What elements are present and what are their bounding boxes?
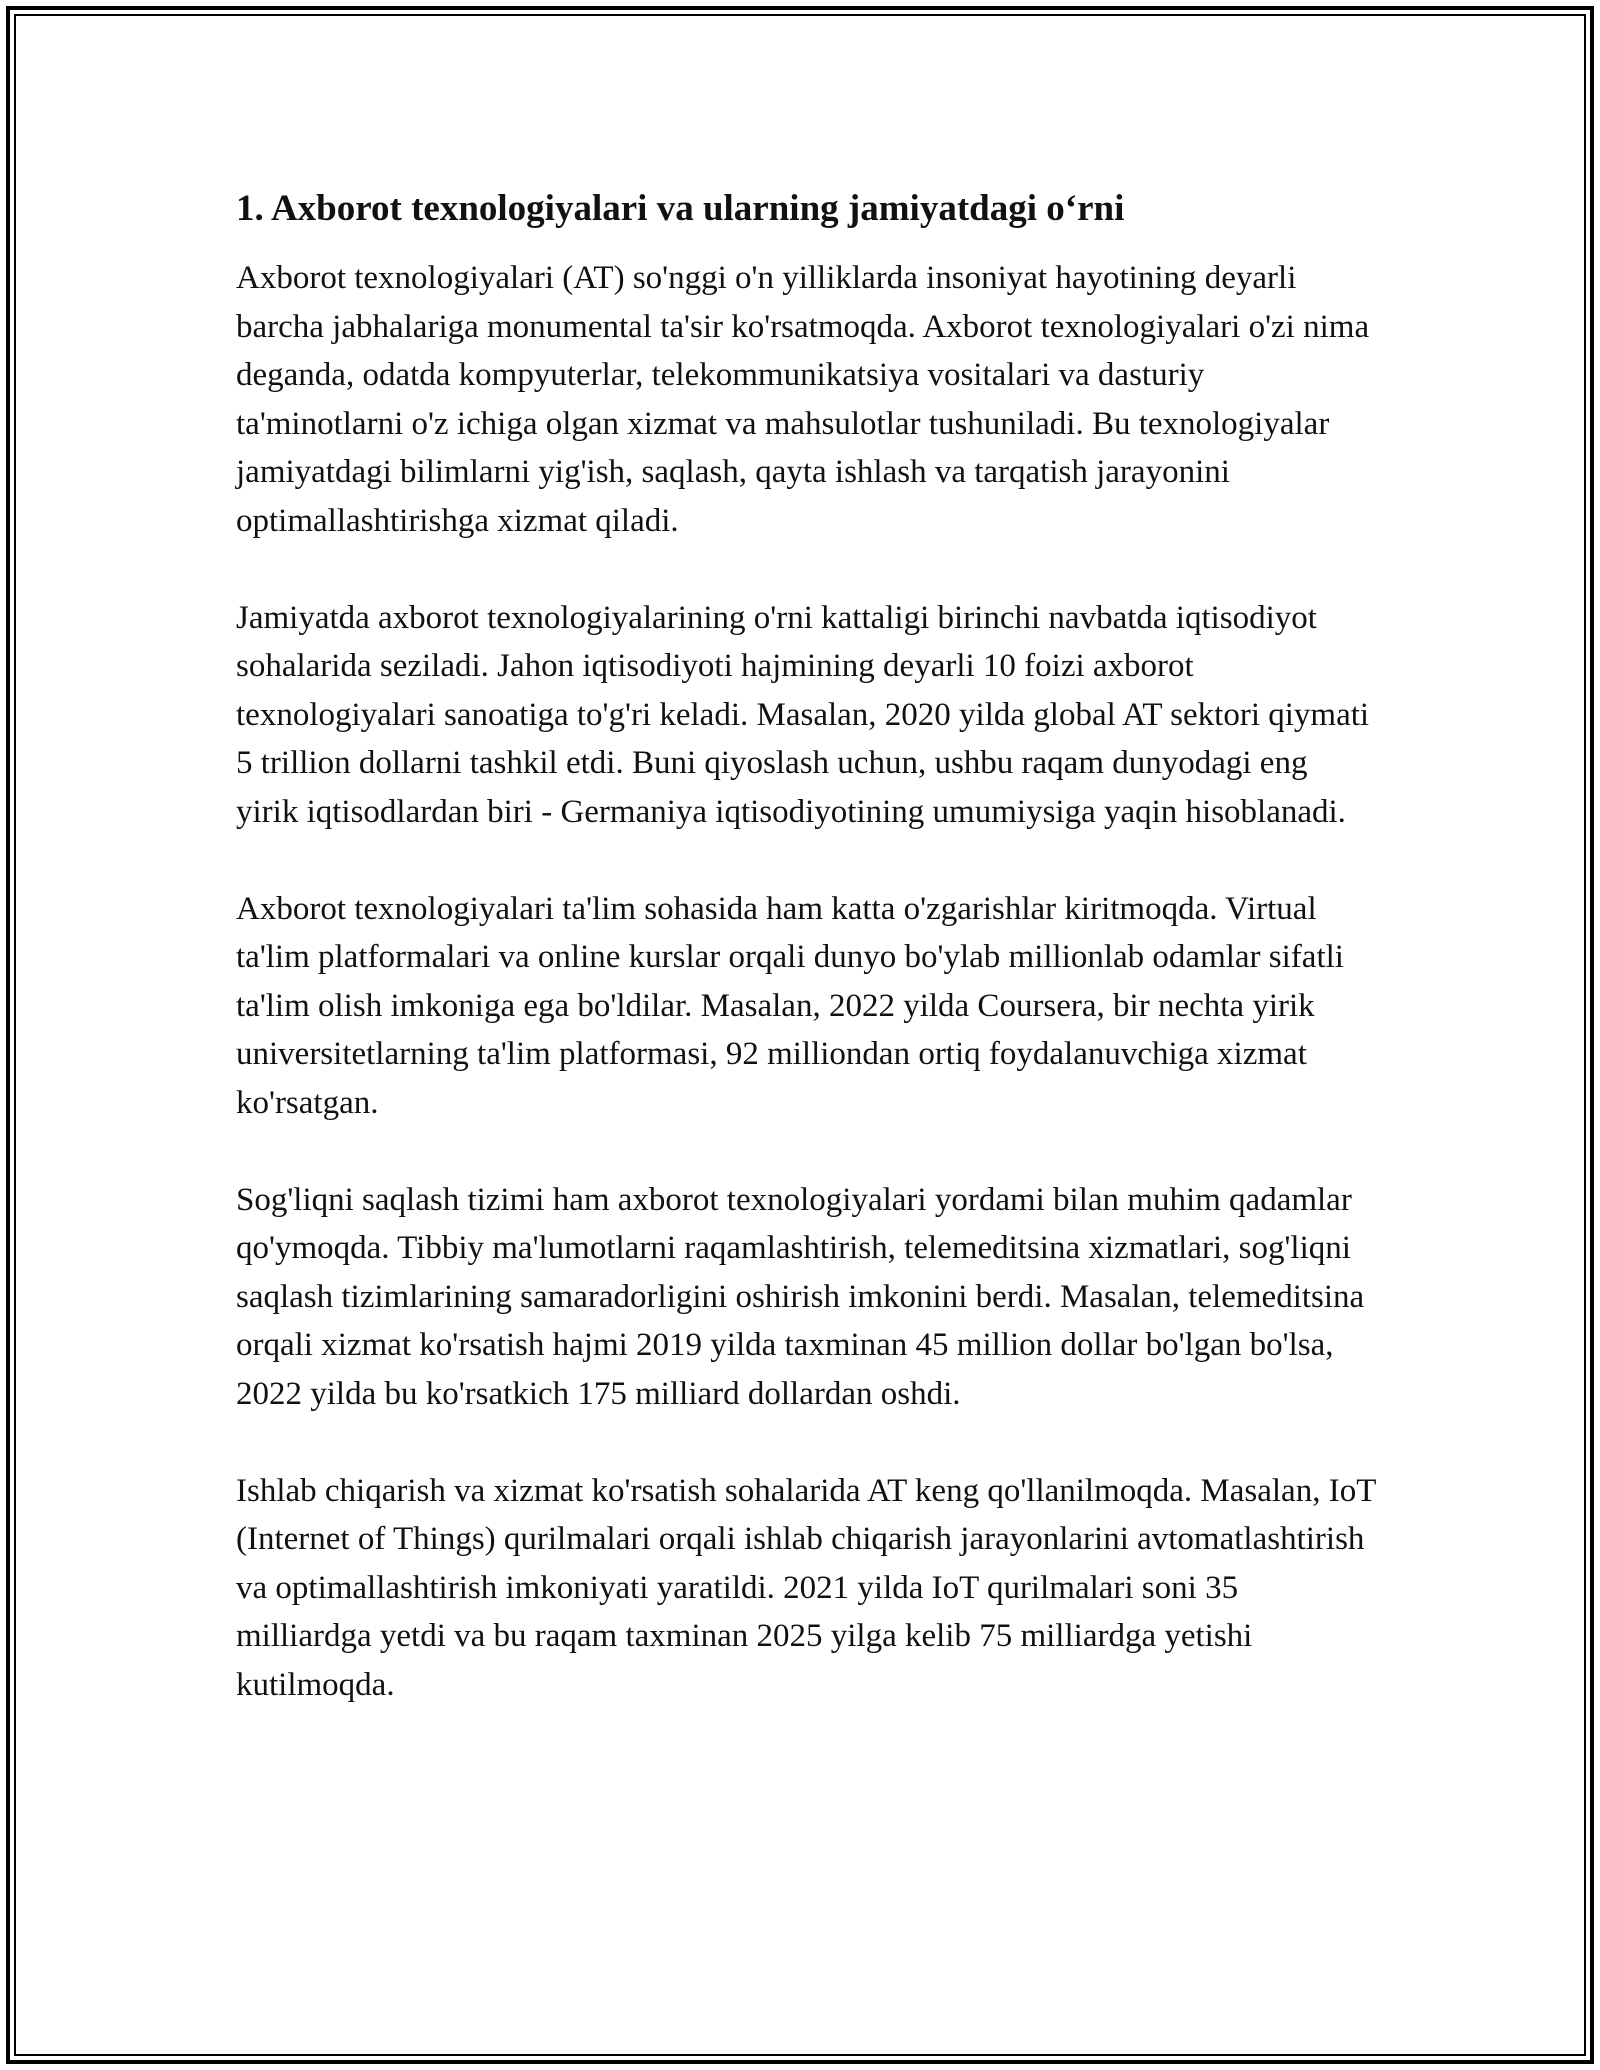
- section-heading: 1. Axborot texnologiyalari va ularning jamiyatdagi o‘rni: [236, 188, 1125, 229]
- paragraph-industry: Ishlab chiqarish va xizmat ko'rsatish sohalarida AT keng qo'llanilmoqda. Masalan, IoT (Internet of Things) qurilmalari orqali ishlab chiqarish jarayonlarini avtomatlashtirish va optimallashtirish imkoniyati yaratildi. 2021 yilda IoT qurilmalari soni 35 milliardga yetdi va bu raqam taxminan 2025 yilga kelib 75 milliardga yetishi kutilmoqda.: [236, 1472, 1376, 1703]
- paragraph-education: Axborot texnologiyalari ta'lim sohasida ham katta o'zgarishlar kiritmoqda. Virtual ta'lim platformalari va online kurslar orqali dunyo bo'ylab millionlab odamlar sifatli ta'lim olish imkoniga ega bo'ldilar. Masalan, 2022 yilda Coursera, bir nechta yirik universitetlarning ta'lim platformasi, 92 milliondan ortiq foydalanuvchiga xizmat ko'rsatgan.: [236, 890, 1344, 1121]
- paragraph-intro: Axborot texnologiyalari (AT) so'nggi o'n yilliklarda insoniyat hayotining deyarli barcha jabhalariga monumental ta'sir ko'rsatmoqda. Axborot texnologiyalari o'zi nima deganda, odatda kompyuterlar, telekommunikatsiya vositalari va dasturiy ta'minotlarni o'z ichiga olgan xizmat va mahsulotlar tushuniladi. Bu texnologiyalar jamiyatdagi bilimlarni yig'ish, saqlash, qayta ishlash va tarqatish jarayonini optimallashtirishga xizmat qiladi.: [236, 260, 1370, 539]
- paragraph-economy: Jamiyatda axborot texnologiyalarining o'rni kattaligi birinchi navbatda iqtisodiyot sohalarida seziladi. Jahon iqtisodiyoti hajmining deyarli 10 foizi axborot texnologiyalari sanoatiga to'g'ri keladi. Masalan, 2020 yilda global AT sektori qiymati 5 trillion dollarni tashkil etdi. Buni qiyoslash uchun, ushbu raqam dunyodagi eng yirik iqtisodlardan biri - Germaniya iqtisodiyotining umumiysiga yaqin hisoblanadi.: [236, 599, 1370, 830]
- paragraph-healthcare: Sog'liqni saqlash tizimi ham axborot texnologiyalari yordami bilan muhim qadamlar qo'ymoqda. Tibbiy ma'lumotlarni raqamlashtirish, telemeditsina xizmatlari, sog'liqni saqlash tizimlarining samaradorligini oshirish imkonini berdi. Masalan, telemeditsina orqali xizmat ko'rsatish hajmi 2019 yilda taxminan 45 million dollar bo'lgan bo'lsa, 2022 yilda bu ko'rsatkich 175 milliard dollardan oshdi.: [236, 1181, 1365, 1412]
- document-body: [236, 186, 1376, 1758]
